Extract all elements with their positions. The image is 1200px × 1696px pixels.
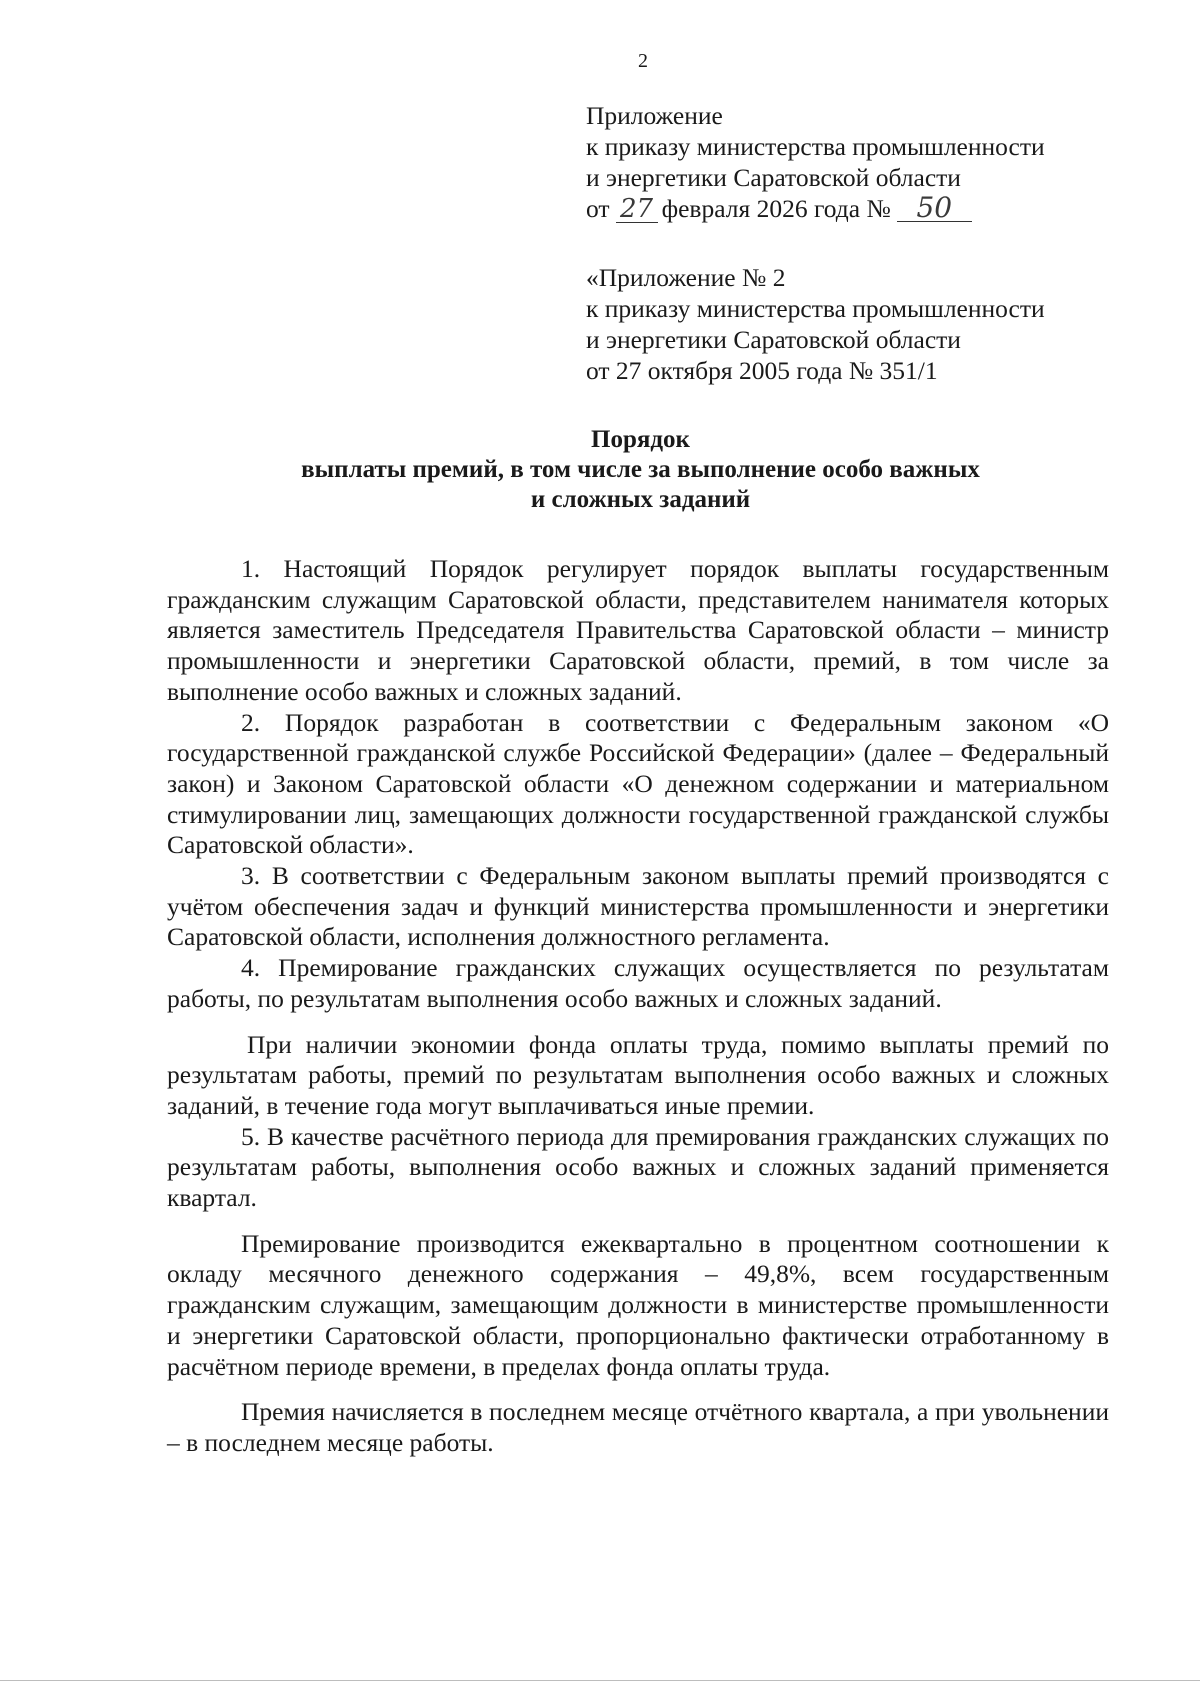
document-title (168, 425, 1113, 515)
original-ministry-line: и энергетики Саратовской области (586, 325, 961, 354)
title-line-1: Порядок (591, 426, 690, 453)
paragraph-5-premium: Премирование производится ежеквартально в процентном соотношении к окладу месячного денежного содержания – 49,8%, всем государственным гражданским служащим, замещающим должности в министерстве промышленности и энергетики Саратовской области, пропорционально фактически отработанному в расчётном периоде времени, в пределах фонда оплаты труда. (167, 1228, 1109, 1381)
title-line-2: выплаты премий, в том числе за выполнение особо важных (301, 456, 980, 483)
handwritten-day: 27 (616, 196, 658, 223)
paragraph-1: 1. Настоящий Порядок регулирует порядок выплаты государственным гражданским служащим Саратовской области, представителем нанимателя которых является заместитель Председателя Правительства Саратовской области – министр промышленности и энергетики Саратовской области, премий, в том числе за выполнение особо важных и сложных заданий. (167, 554, 1109, 706)
original-appendix-label: «Приложение № 2 (586, 263, 786, 292)
document-body (167, 554, 1109, 1459)
appendix-ministry-line: и энергетики Саратовской области (586, 163, 961, 192)
date-rest: февраля 2026 года № (661, 194, 891, 223)
paragraph-3: 3. В соответствии с Федеральным законом выплаты премий производятся с учётом обеспечения задач и функций министерства промышленности и энергетики Саратовской области, исполнения должностного регламента. (167, 861, 1109, 952)
handwritten-order-number: 50 (897, 195, 972, 222)
paragraph-4: 4. Премирование гражданских служащих осуществляется по результатам работы, по результатам выполнения особо важных и сложных заданий. (167, 953, 1109, 1013)
appendix-header-current (586, 100, 1045, 224)
date-prefix: от (586, 194, 610, 223)
original-date-line: от 27 октября 2005 года № 351/1 (586, 356, 938, 385)
appendix-date-line (586, 193, 1045, 224)
paragraph-4-continuation: При наличии экономии фонда оплаты труда, помимо выплаты премий по результатам работы, премий по результатам выполнения особо важных и сложных заданий, в течение года могут выплачиваться иные премии. (167, 1029, 1109, 1120)
paragraph-2: 2. Порядок разработан в соответствии с Федеральным законом «О государственной гражданской службе Российской Федерации» (далее – Федеральный закон) и Законом Саратовской области «О денежном содержании и материальном стимулировании лиц, замещающих должности государственной гражданской службы Саратовской области». (167, 707, 1109, 860)
appendix-header-original (586, 262, 1045, 386)
appendix-label: Приложение (586, 101, 723, 130)
scan-edge-line (0, 1680, 1200, 1681)
paragraph-5-accrual: Премия начисляется в последнем месяце отчётного квартала, а при увольнении – в последнем месяце работы. (167, 1397, 1109, 1457)
paragraph-5: 5. В качестве расчётного периода для премирования гражданских служащих по результатам работы, выполнения особо важных и сложных заданий применяется квартал. (167, 1121, 1109, 1213)
page-number: 2 (638, 50, 648, 72)
original-order-line: к приказу министерства промышленности (586, 294, 1045, 323)
title-line-3: и сложных заданий (530, 486, 751, 513)
appendix-order-line: к приказу министерства промышленности (586, 132, 1045, 161)
